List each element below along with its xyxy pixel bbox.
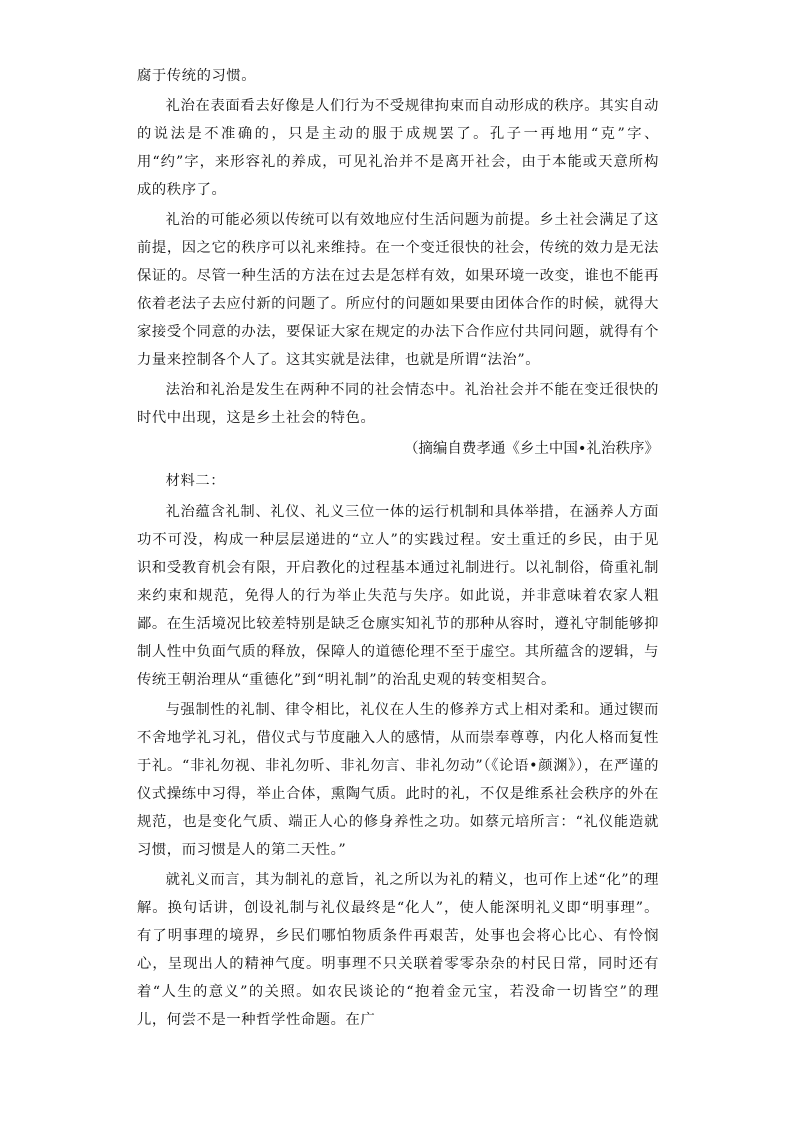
paragraph-ritual-system: 礼治蕴含礼制、礼仪、礼义三位一体的运行机制和具体举措，在涵养人方面功不可没，构成一种层层递进的“立人”的实践过程。安土重迁的乡民，由于见识和受教育机会有限，开启教化的过程基本通过礼制进行。以礼制俗，倚重礼制来约束和规范，免得人的行为举止失范与失序。如此说，并非意味着农家人粗鄙。在生活境况比较差特别是缺乏仓廪实知礼节的那种从容时，遵礼守制能够抑制人性中负面气质的释放，保障人的道德伦理不至于虚空。其所蕴含的逻辑，与传统王朝治理从“重德化”到“明礼制”的治乱史观的转变相契合。 <box>137 504 659 688</box>
paragraph-continuation: 腐于传统的习惯。 <box>137 68 257 84</box>
document-body <box>137 62 659 1034</box>
paragraph-ritual-etiquette: 与强制性的礼制、律令相比，礼仪在人生的修养方式上相对柔和。通过锲而不舍地学礼习礼，借仪式与节度融入人的感情，从而崇奉尊尊，内化人格而复性于礼。“非礼勿视、非礼勿听、非礼勿言、非礼勿动”（《论语•颜渊》），在严谨的仪式操练中习得，举止合体，熏陶气质。此时的礼，不仅是维系社会秩序的外在规范，也是变化气质、端正人心的修身养性之功。如蔡元培所言：“礼仪能造就习惯，而习惯是人的第二天性。” <box>137 702 659 858</box>
source-citation: （摘编自费孝通《乡土中国•礼治秩序》 <box>403 441 659 457</box>
paragraph-ritual-premise: 礼治的可能必须以传统可以有效地应付生活问题为前提。乡土社会满足了这前提，因之它的秩序可以礼来维持。在一个变迁很快的社会，传统的效力是无法保证的。尽管一种生活的方法在过去是怎样有效，如果环境一改变，谁也不能再依着老法子去应付新的问题了。所应付的问题如果要由团体合作的时候，就得大家接受个同意的办法，要保证大家在规定的办法下合作应付共同问题，就得有个力量来控制各个人了。这其实就是法律，也就是所谓“法治”。 <box>137 212 659 368</box>
paragraph-ritual-meaning: 就礼义而言，其为制礼的意旨，礼之所以为礼的精义，也可作上述“化”的理解。换句话讲，创设礼制与礼仪最终是“化人”，使人能深明礼义即“明事理”。有了明事理的境界，乡民们哪怕物质条件再艰苦，处事也会将心比心、有怜悯心，呈现出人的精神气度。明事理不只关联着零零杂杂的村民日常，同时还有着“人生的意义”的关照。如农民谈论的“抱着金元宝，若没命一切皆空”的理儿，何尝不是一种哲学性命题。在广 <box>137 872 659 1028</box>
paragraph-rule-of-law: 法治和礼治是发生在两种不同的社会情态中。礼治社会并不能在变迁很快的时代中出现，这是乡土社会的特色。 <box>137 382 659 426</box>
material-two-label: 材料二： <box>165 473 226 489</box>
paragraph-ritual-order: 礼治在表面看去好像是人们行为不受规律拘束而自动形成的秩序。其实自动的说法是不准确的，只是主动的服于成规罢了。孔子一再地用“克”字、用“约”字，来形容礼的养成，可见礼治并不是离开社会，由于本能或天意所构成的秩序了。 <box>137 98 659 198</box>
